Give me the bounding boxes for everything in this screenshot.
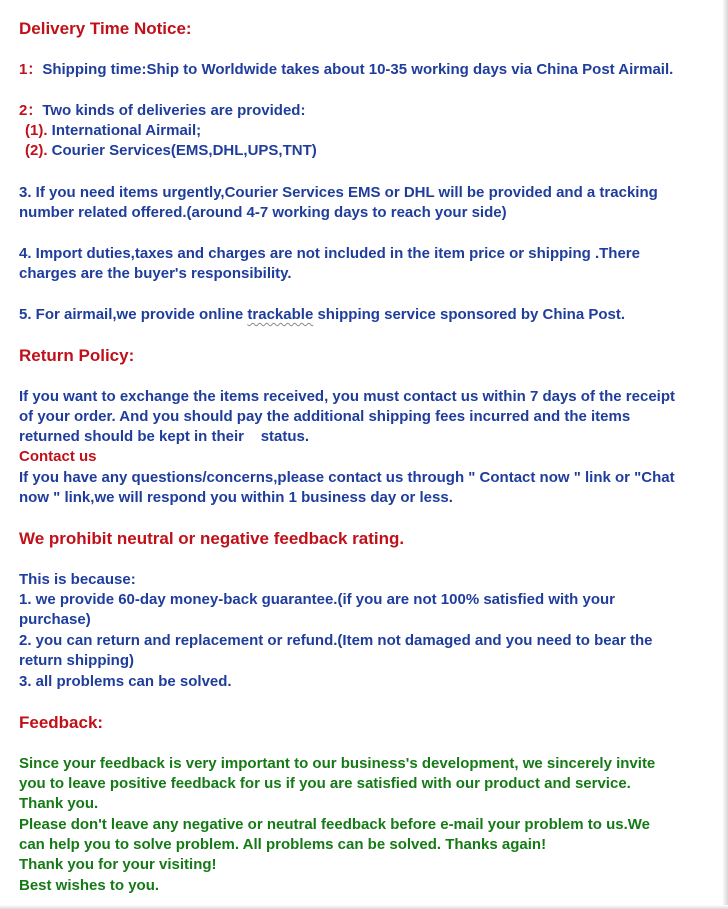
delivery-heading: Delivery Time Notice: [19,19,192,38]
delivery-item-3-line-2: number related offered.(around 4-7 working days to reach your side) [19,204,507,221]
delivery-item-4-line-1: 4. Import duties,taxes and charges are not included in the item price or shipping .There [19,245,640,262]
delivery-sub-item-1-number: (1). [25,122,48,139]
delivery-item-4-line-2: charges are the buyer's responsibility. [19,265,292,282]
feedback-line-3: Thank you. [19,795,99,812]
feedback-line-5: can help you to solve problem. All problems can be solved. Thanks again! [19,836,547,853]
contact-us-label: Contact us [19,448,97,465]
contact-line-1: If you have any questions/concerns,please contact us through " Contact now " link or "Chat [19,469,675,486]
return-policy-line-2: of your order. And you should pay the additional shipping fees incurred and the items [19,408,631,425]
contact-line-2: now " link,we will respond you within 1 business day or less. [19,489,453,506]
prohibit-reason-2-line-2: return shipping) [19,652,134,669]
delivery-item-5-text-end: shipping service sponsored by China Post. [313,306,626,323]
feedback-line-6: Thank you for your visiting! [19,856,217,873]
feedback-line-7: Best wishes to you. [19,877,160,894]
delivery-item-2-number: 2： [19,102,43,119]
return-policy-line-3: returned should be kept in their status. [19,428,310,445]
feedback-line-4: Please don't leave any negative or neutral feedback before e-mail your problem to us.We [19,816,650,833]
delivery-item-1-number: 1： [19,61,43,78]
delivery-sub-item-1-text: International Airmail; [51,122,202,139]
delivery-sub-item-2-number: (2). [25,142,48,159]
delivery-sub-item-2-text: Courier Services(EMS,DHL,UPS,TNT) [51,142,317,159]
feedback-line-1: Since your feedback is very important to our business's development, we sincerely invite [19,755,656,772]
return-policy-heading: Return Policy: [19,346,135,365]
prohibit-reason-3: 3. all problems can be solved. [19,673,232,690]
prohibit-reason-1-line-2: purchase) [19,611,91,628]
prohibit-heading: We prohibit neutral or negative feedback rating. [19,529,405,548]
page-right-shadow [722,0,728,909]
delivery-item-2-text: Two kinds of deliveries are provided: [42,102,306,119]
page-bottom-shadow [0,905,728,909]
prohibit-intro: This is because: [19,571,136,588]
prohibit-reason-1-line-1: 1. we provide 60-day money-back guarantee.(if you are not 100% satisfied with your [19,591,616,608]
delivery-item-5 [19,305,625,325]
feedback-heading: Feedback: [19,713,104,732]
delivery-item-2 [19,101,305,121]
feedback-line-2: you to leave positive feedback for us if you are satisfied with our product and service. [19,775,631,792]
trackable-word: trackable [247,306,314,323]
delivery-item-1 [19,60,673,80]
delivery-sub-item-2 [25,141,317,161]
delivery-item-5-text-start: 5. For airmail,we provide online [19,306,248,323]
delivery-item-1-text: Shipping time:Ship to Worldwide takes about 10-35 working days via China Post Airmail. [42,61,674,78]
prohibit-reason-2-line-1: 2. you can return and replacement or refund.(Item not damaged and you need to bear the [19,632,653,649]
delivery-item-3-line-1: 3. If you need items urgently,Courier Services EMS or DHL will be provided and a tracking [19,184,658,201]
delivery-sub-item-1 [25,121,201,141]
return-policy-line-1: If you want to exchange the items received, you must contact us within 7 days of the receipt [19,388,675,405]
